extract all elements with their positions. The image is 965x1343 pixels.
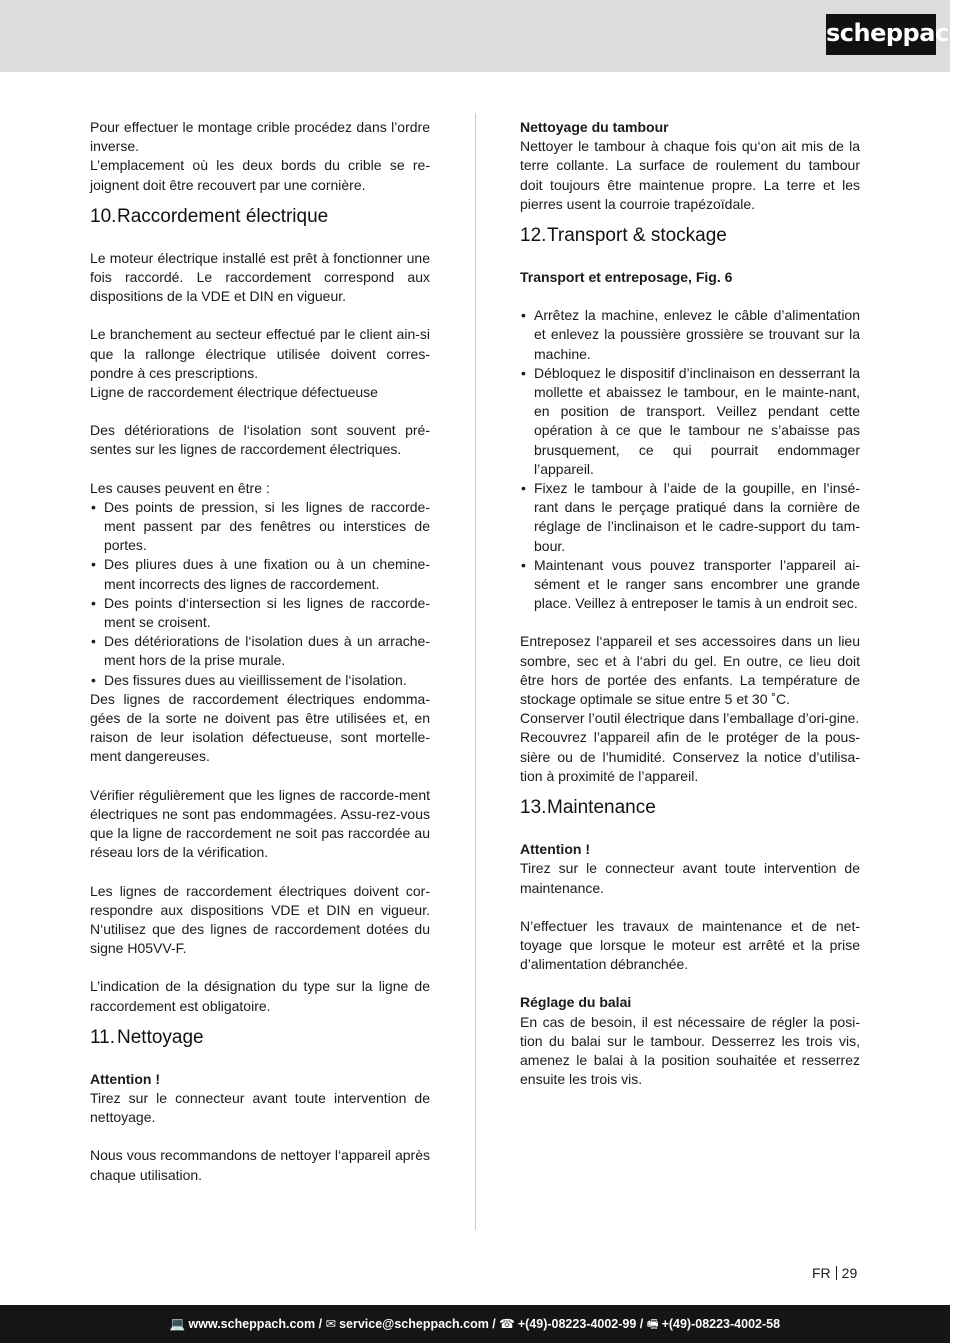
section-heading-10 <box>90 205 430 229</box>
website-link[interactable]: www.scheppach.com <box>188 1317 316 1331</box>
subheading: Réglage du balai <box>520 994 632 1011</box>
footer-separator: / <box>315 1317 326 1331</box>
paragraph: Tirez sur le connecteur avant toute intervention de nettoyage. <box>90 1089 430 1126</box>
section-number: 12. <box>520 225 547 247</box>
paragraph: Tirez sur le connecteur avant toute intervention de maintenance. <box>520 860 860 896</box>
paragraph: Le branchement au secteur effectué par le client ain-si que la rallonge électrique utilisée doivent corres-pondre à ces prescriptions. <box>90 326 430 381</box>
section-number: 10. <box>90 205 117 227</box>
mail-icon: ✉ <box>325 1317 337 1331</box>
list-item: • Des fissures dues au vieillissement de l‘isolation. <box>90 671 430 690</box>
attention-label: Attention ! <box>90 1070 160 1087</box>
list-item: • Arrêtez la machine, enlevez le câble d’alimentation et enlevez la poussière grossière se trouvant sur la machine. <box>520 306 860 364</box>
email-link[interactable]: service@scheppach.com <box>339 1317 489 1331</box>
paragraph: En cas de besoin, il est nécessaire de régler la posi-tion du balai sur le tambour. Desserrez les trois vis, amenez le balai à la position souhaitée et resserrez ensuite les trois vis. <box>520 1013 860 1088</box>
paragraph: Vérifier régulièrement que les lignes de raccorde-ment électriques ne sont pas endommagées. Assu-rez-vous que la ligne de raccordement ne soit pas raccordée au réseau lors de la vérification. <box>90 786 430 861</box>
paragraph: Entreposez l‘appareil et ses accessoires dans un lieu sombre, sec et à l‘abri du gel. En outre, ce lieu doit être hors de portée des enfants. La température de stockage optimale se situe entre 5 et 30 ˚C. <box>520 633 860 708</box>
paragraph: Recouvrez l’appareil afin de le protéger de la pous-sière ou de l’humidité. Conservez la notice d’utilisa-tion à proximité de l’appareil. <box>520 729 860 784</box>
paragraph: Le moteur électrique installé est prêt à fonctionner une fois raccordé. Le raccordement correspond aux dispositions de la VDE et DIN en vigueur. <box>90 249 430 305</box>
paragraph: Des détériorations de l‘isolation sont souvent pré-sentes sur les lignes de raccordement électriques. <box>90 422 430 458</box>
page-number-value: 29 <box>841 1265 858 1281</box>
language-code: FR <box>812 1265 831 1281</box>
paragraph: Pour effectuer le montage crible procédez dans l’ordre inverse. <box>90 119 430 155</box>
paragraph: Nettoyer le tambour à chaque fois qu‘on ait mis de la terre collante. La surface de roulement du tambour doit toujours être maintenue propre. La terre et les pierres usent la courroie trapézoïdale. <box>520 138 860 212</box>
section-title: Raccordement électrique <box>117 205 329 227</box>
paragraph: L’emplacement où les deux bords du crible se re-joignent doit être recouvert par une cornière. <box>90 157 430 193</box>
right-column <box>520 118 860 1089</box>
phone-number: +(49)-08223-4002-99 <box>517 1317 637 1331</box>
page-separator <box>836 1266 837 1280</box>
paragraph: Les causes peuvent en être : <box>90 479 270 496</box>
list-item: • Fixez le tambour à l’aide de la goupille, en l’insé-rant dans le perçage pratiqué dans la cornière de réglage de l’inclinaison et le cadre-support du tam-bour. <box>520 479 860 556</box>
paragraph: Conserver l’outil électrique dans l’emballage d’ori-gine. <box>520 710 860 727</box>
paragraph: Les lignes de raccordement électriques doivent cor-respondre aux dispositions VDE et DIN en vigueur. N‘utilisez que des lignes de raccordement dotées du signe H05VV-F. <box>90 882 430 957</box>
fax-number: +(49)-08223-4002-58 <box>661 1317 781 1331</box>
left-column <box>90 118 430 1185</box>
paragraph: N’effectuer les travaux de maintenance et de net-toyage que lorsque le moteur est arrêté et la prise d’alimentation débranchée. <box>520 917 860 973</box>
section-heading-13 <box>520 796 860 820</box>
section-heading-12 <box>520 224 860 248</box>
list-item: • Des points d‘intersection si les lignes de raccorde-ment se croisent. <box>90 594 430 632</box>
paragraph: L’indication de la désignation du type sur la ligne de raccordement est obligatoire. <box>90 978 430 1014</box>
footer-bar <box>0 1305 950 1343</box>
phone-icon: ☎ <box>499 1317 515 1331</box>
transport-steps-list <box>520 306 860 613</box>
page-number <box>812 1264 857 1282</box>
paragraph: Des lignes de raccordement électriques endomma-gées de la sorte ne doivent pas être utilisées et, en raison de leur isolation défectueuse, sont mortelle-ment dangereuses. <box>90 690 430 765</box>
section-title: Transport & stockage <box>547 225 727 247</box>
section-title: Nettoyage <box>117 1026 204 1048</box>
causes-list <box>90 498 430 690</box>
paragraph: Nous vous recommandons de nettoyer l‘appareil après chaque utilisation. <box>90 1147 430 1183</box>
list-item: • Des détériorations de l‘isolation dues à un arrache-ment hors de la prise murale. <box>90 632 430 670</box>
paragraph: Ligne de raccordement électrique défectueuse <box>90 384 378 401</box>
attention-label: Attention ! <box>520 841 590 858</box>
computer-icon: 💻 <box>169 1317 186 1331</box>
fax-icon: 🖷 <box>646 1317 659 1331</box>
footer-separator: / <box>636 1317 647 1331</box>
footer-separator: / <box>488 1317 500 1331</box>
column-divider <box>475 113 476 1230</box>
list-item: • Des points de pression, si les lignes de raccorde-ment passent par des fenêtres ou interstices de portes. <box>90 498 430 556</box>
section-title: Maintenance <box>547 797 656 819</box>
section-number: 13. <box>520 797 547 819</box>
subheading: Nettoyage du tambour <box>520 119 669 135</box>
section-heading-11 <box>90 1026 430 1050</box>
subheading: Transport et entreposage, Fig. 6 <box>520 269 733 286</box>
section-number: 11. <box>90 1026 116 1048</box>
list-item: • Débloquez le dispositif d’inclinaison en desserrant la mollette et abaissez le tambour, en le mainte-nant, en position de transport. Veillez pendant cette opération à ce que le tambour ne s’abaisse pas brusquement, ce qui pourrait endommager l’appareil. <box>520 364 860 479</box>
brand-logo: scheppach <box>826 14 936 55</box>
list-item: • Des pliures dues à une fixation ou à un chemine-ment incorrects des lignes de raccordement. <box>90 555 430 593</box>
list-item: • Maintenant vous pouvez transporter l’appareil ai-sément et le ranger sans encombrer une grande place. Veillez à entreposer le tamis à un endroit sec. <box>520 556 860 614</box>
header-bar <box>0 0 965 72</box>
